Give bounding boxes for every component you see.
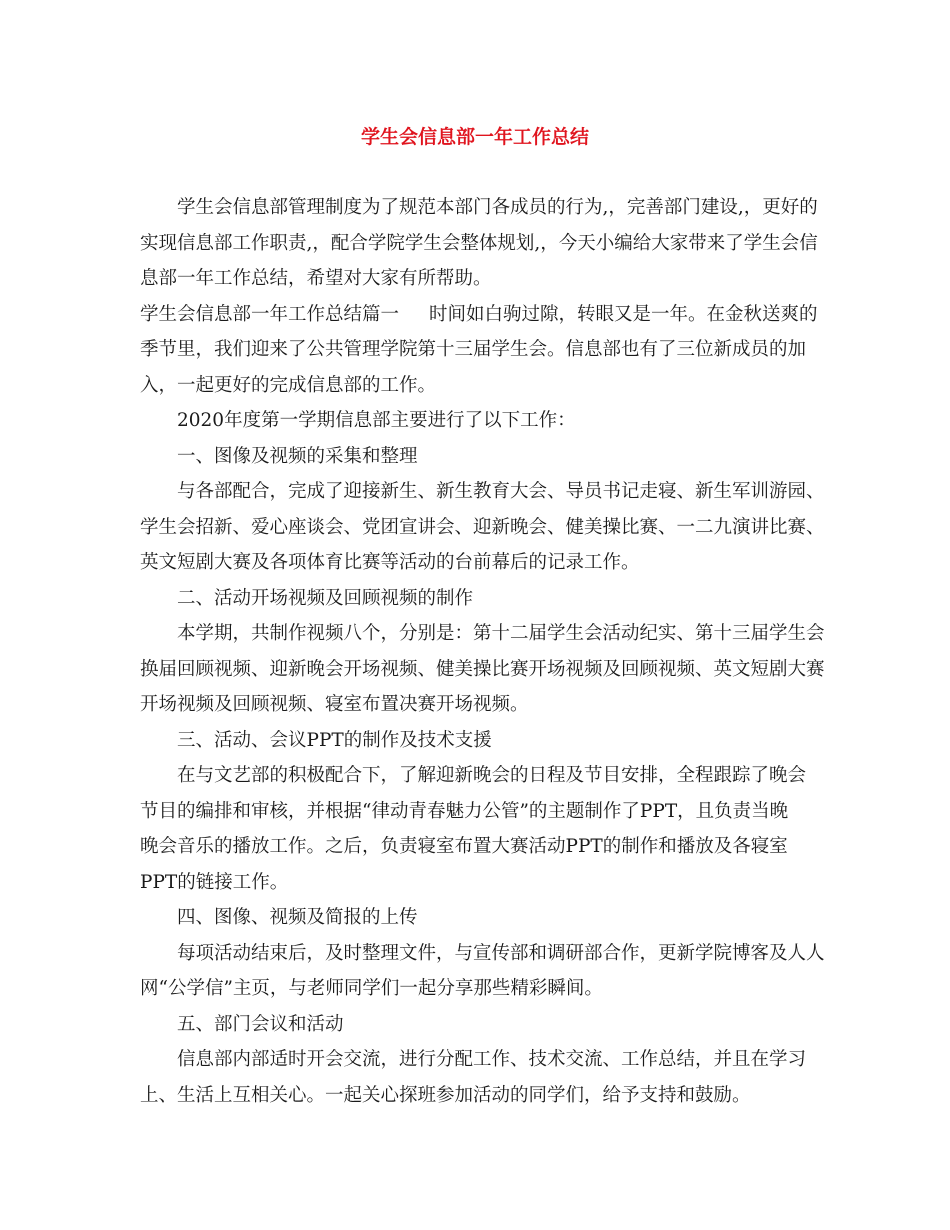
part-paragraph — [140, 297, 830, 404]
intro-paragraph: 学生会信息部管理制度为了规范本部门各成员的行为,，完善部门建设,，更好的实现信息部工作职责,，配合学院学生会整体规划,，今天小编给大家带来了学生会信息部一年工作总结，希望对大家有所帮助。 — [140, 197, 818, 289]
section-heading-1: 一、图像及视频的采集和整理 — [177, 445, 418, 467]
section-heading-3: 三、活动、会议PPT的制作及技术支援 — [177, 729, 492, 751]
document-title: 学生会信息部一年工作总结 — [360, 126, 589, 148]
part-label: 学生会信息部一年工作总结篇一 — [140, 303, 400, 325]
section-text-3-line-1: 在与文艺部的积极配合下，了解迎新晚会的日程及节目安排，全程跟踪了晚会 — [177, 765, 807, 786]
section-heading-5: 五、部门会议和活动 — [177, 1013, 344, 1035]
section-text-4: 每项活动结束后，及时整理文件，与宣传部和调研部合作，更新学院博客及人人网“公学信”主页，与老师同学们一起分享那些精彩瞬间。 — [140, 942, 825, 999]
section-text-3-line-2: 节目的编排和审核，并根据“律动青春魅力公管”的主题制作了PPT，且负责当晚 — [140, 800, 789, 822]
section-text-2: 本学期，共制作视频八个，分别是：第十二届学生会活动纪实、第十三届学生会换届回顾视频、迎新晚会开场视频、健美操比赛开场视频及回顾视频、英文短剧大赛开场视频及回顾视频、寝室布置决赛开场视频。 — [140, 623, 825, 715]
section-heading-4: 四、图像、视频及简报的上传 — [177, 907, 418, 928]
section-text-1: 与各部配合，完成了迎接新生、新生教育大会、导员书记走寝、新生军训游园、学生会招新、爱心座谈会、党团宣讲会、迎新晚会、健美操比赛、一二九演讲比赛、英文短剧大赛及各项体育比赛等活动的台前幕后的记录工作。 — [140, 481, 825, 573]
section-text-3-line-3: 晚会音乐的播放工作。之后，负责寝室布置大赛活动PPT的制作和播放及各寝室 — [140, 836, 788, 857]
section-text-5: 信息部内部适时开会交流，进行分配工作、技术交流、工作总结，并且在学习上、生活上互相关心。一起关心探班参加活动的同学们，给予支持和鼓励。 — [140, 1049, 807, 1106]
section-heading-2: 二、活动开场视频及回顾视频的制作 — [177, 587, 474, 609]
part-text: 时间如白驹过隙，转眼又是一年。在金秋送爽的季节里，我们迎来了公共管理学院第十三届学生会。信息部也有了三位新成员的加入，一起更好的完成信息部的工作。 — [140, 303, 818, 396]
overview-paragraph: 2020年度第一学期信息部主要进行了以下工作： — [177, 410, 576, 431]
document-body — [140, 190, 830, 1113]
section-text-3-line-4: PPT的链接工作。 — [140, 871, 289, 893]
